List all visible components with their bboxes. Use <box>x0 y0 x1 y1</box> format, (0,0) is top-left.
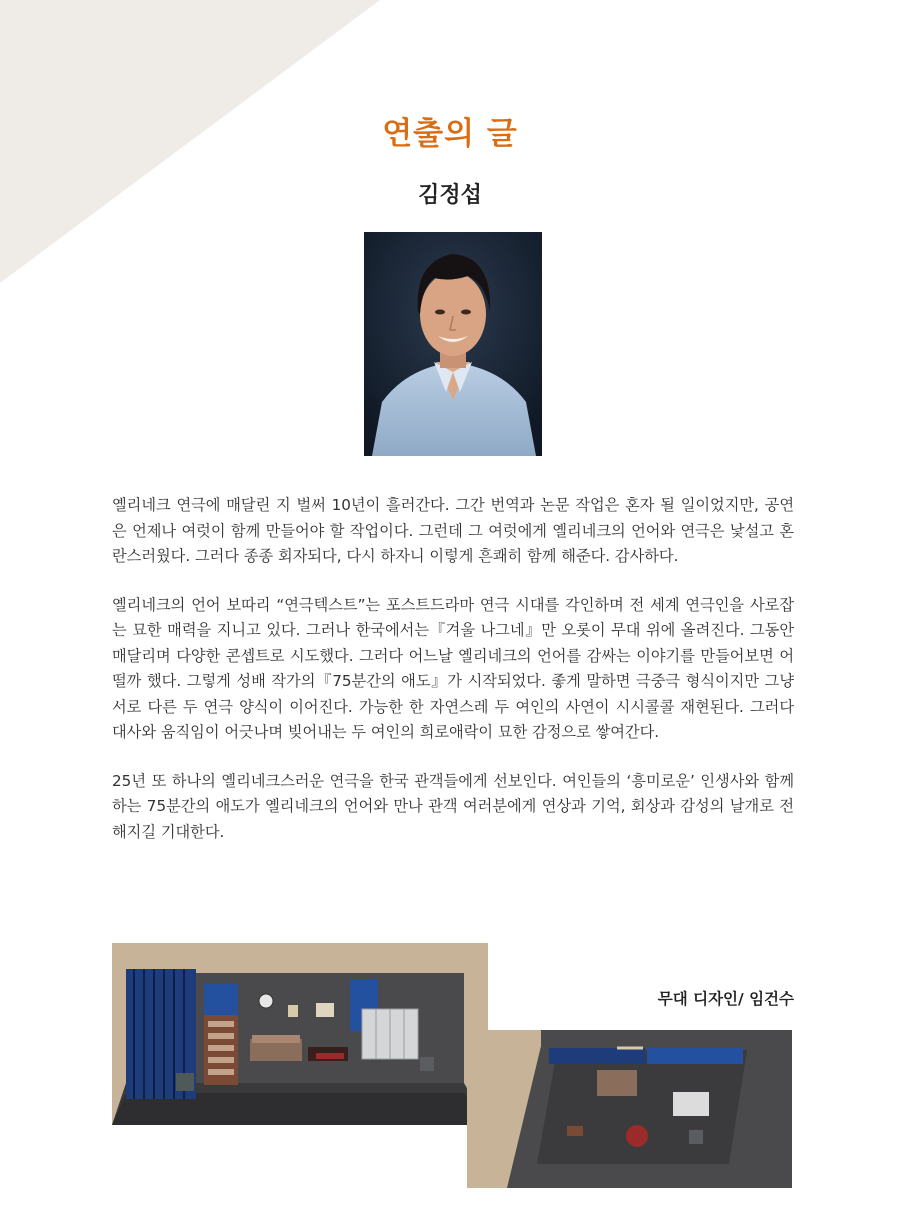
author-portrait <box>364 232 542 456</box>
stage-design-topdown-image <box>467 1030 792 1188</box>
paragraph: 옐리네크의 언어 보따리 “연극텍스트”는 포스트드라마 연극 시대를 각인하며 전 세계 연극인을 사로잡는 묘한 매력을 지니고 있다. 그러나 한국에서는『겨울 나그네』만 오롯이 무대 위에 올려진다. 그동안 매달리며 다양한 콘셉트로 시도했다. 그러다 어느날 옐리네크의 언어를 감싸는 이야기를 만들어보면 어떨까 했다. 그렇게 성배 작가의『75분간의 애도』가 시작되었다. 좋게 말하면 극중극 형식이지만 그냥 서로 다른 두 연극 양식이 이어진다. 가능한 한 자연스레 두 여인의 사연이 시시콜콜 재현된다. 그러다 대사와 움직임이 어긋나며 빚어내는 두 여인의 희로애락이 묘한 감정으로 쌓여간다. <box>112 595 794 741</box>
author-name: 김정섭 <box>418 183 482 208</box>
stage-design-perspective-image <box>112 943 488 1125</box>
page-title: 연출의 글 <box>382 116 518 152</box>
paragraph: 25년 또 하나의 옐리네크스러운 연극을 한국 관객들에게 선보인다. 여인들의 ‘흥미로운’ 인생사와 함께하는 75분간의 애도가 옐리네크의 언어와 만나 관객 여러분에게 연상과 기억, 회상과 감성의 날개로 전해지길 기대한다. <box>112 771 794 841</box>
director-note-body <box>112 493 794 868</box>
stage-designer-credit: 무대 디자인/ 임건수 <box>657 990 794 1008</box>
paragraph: 옐리네크 연극에 매달린 지 벌써 10년이 흘러간다. 그간 번역과 논문 작업은 혼자 될 일이었지만, 공연은 언제나 여럿이 함께 만들어야 할 작업이다. 그런데 그 여럿에게 옐리네크의 언어와 연극은 낯설고 혼란스러웠다. 그러다 종종 회자되다, 다시 하자니 이렇게 흔쾌히 함께 해준다. 감사하다. <box>112 496 794 565</box>
